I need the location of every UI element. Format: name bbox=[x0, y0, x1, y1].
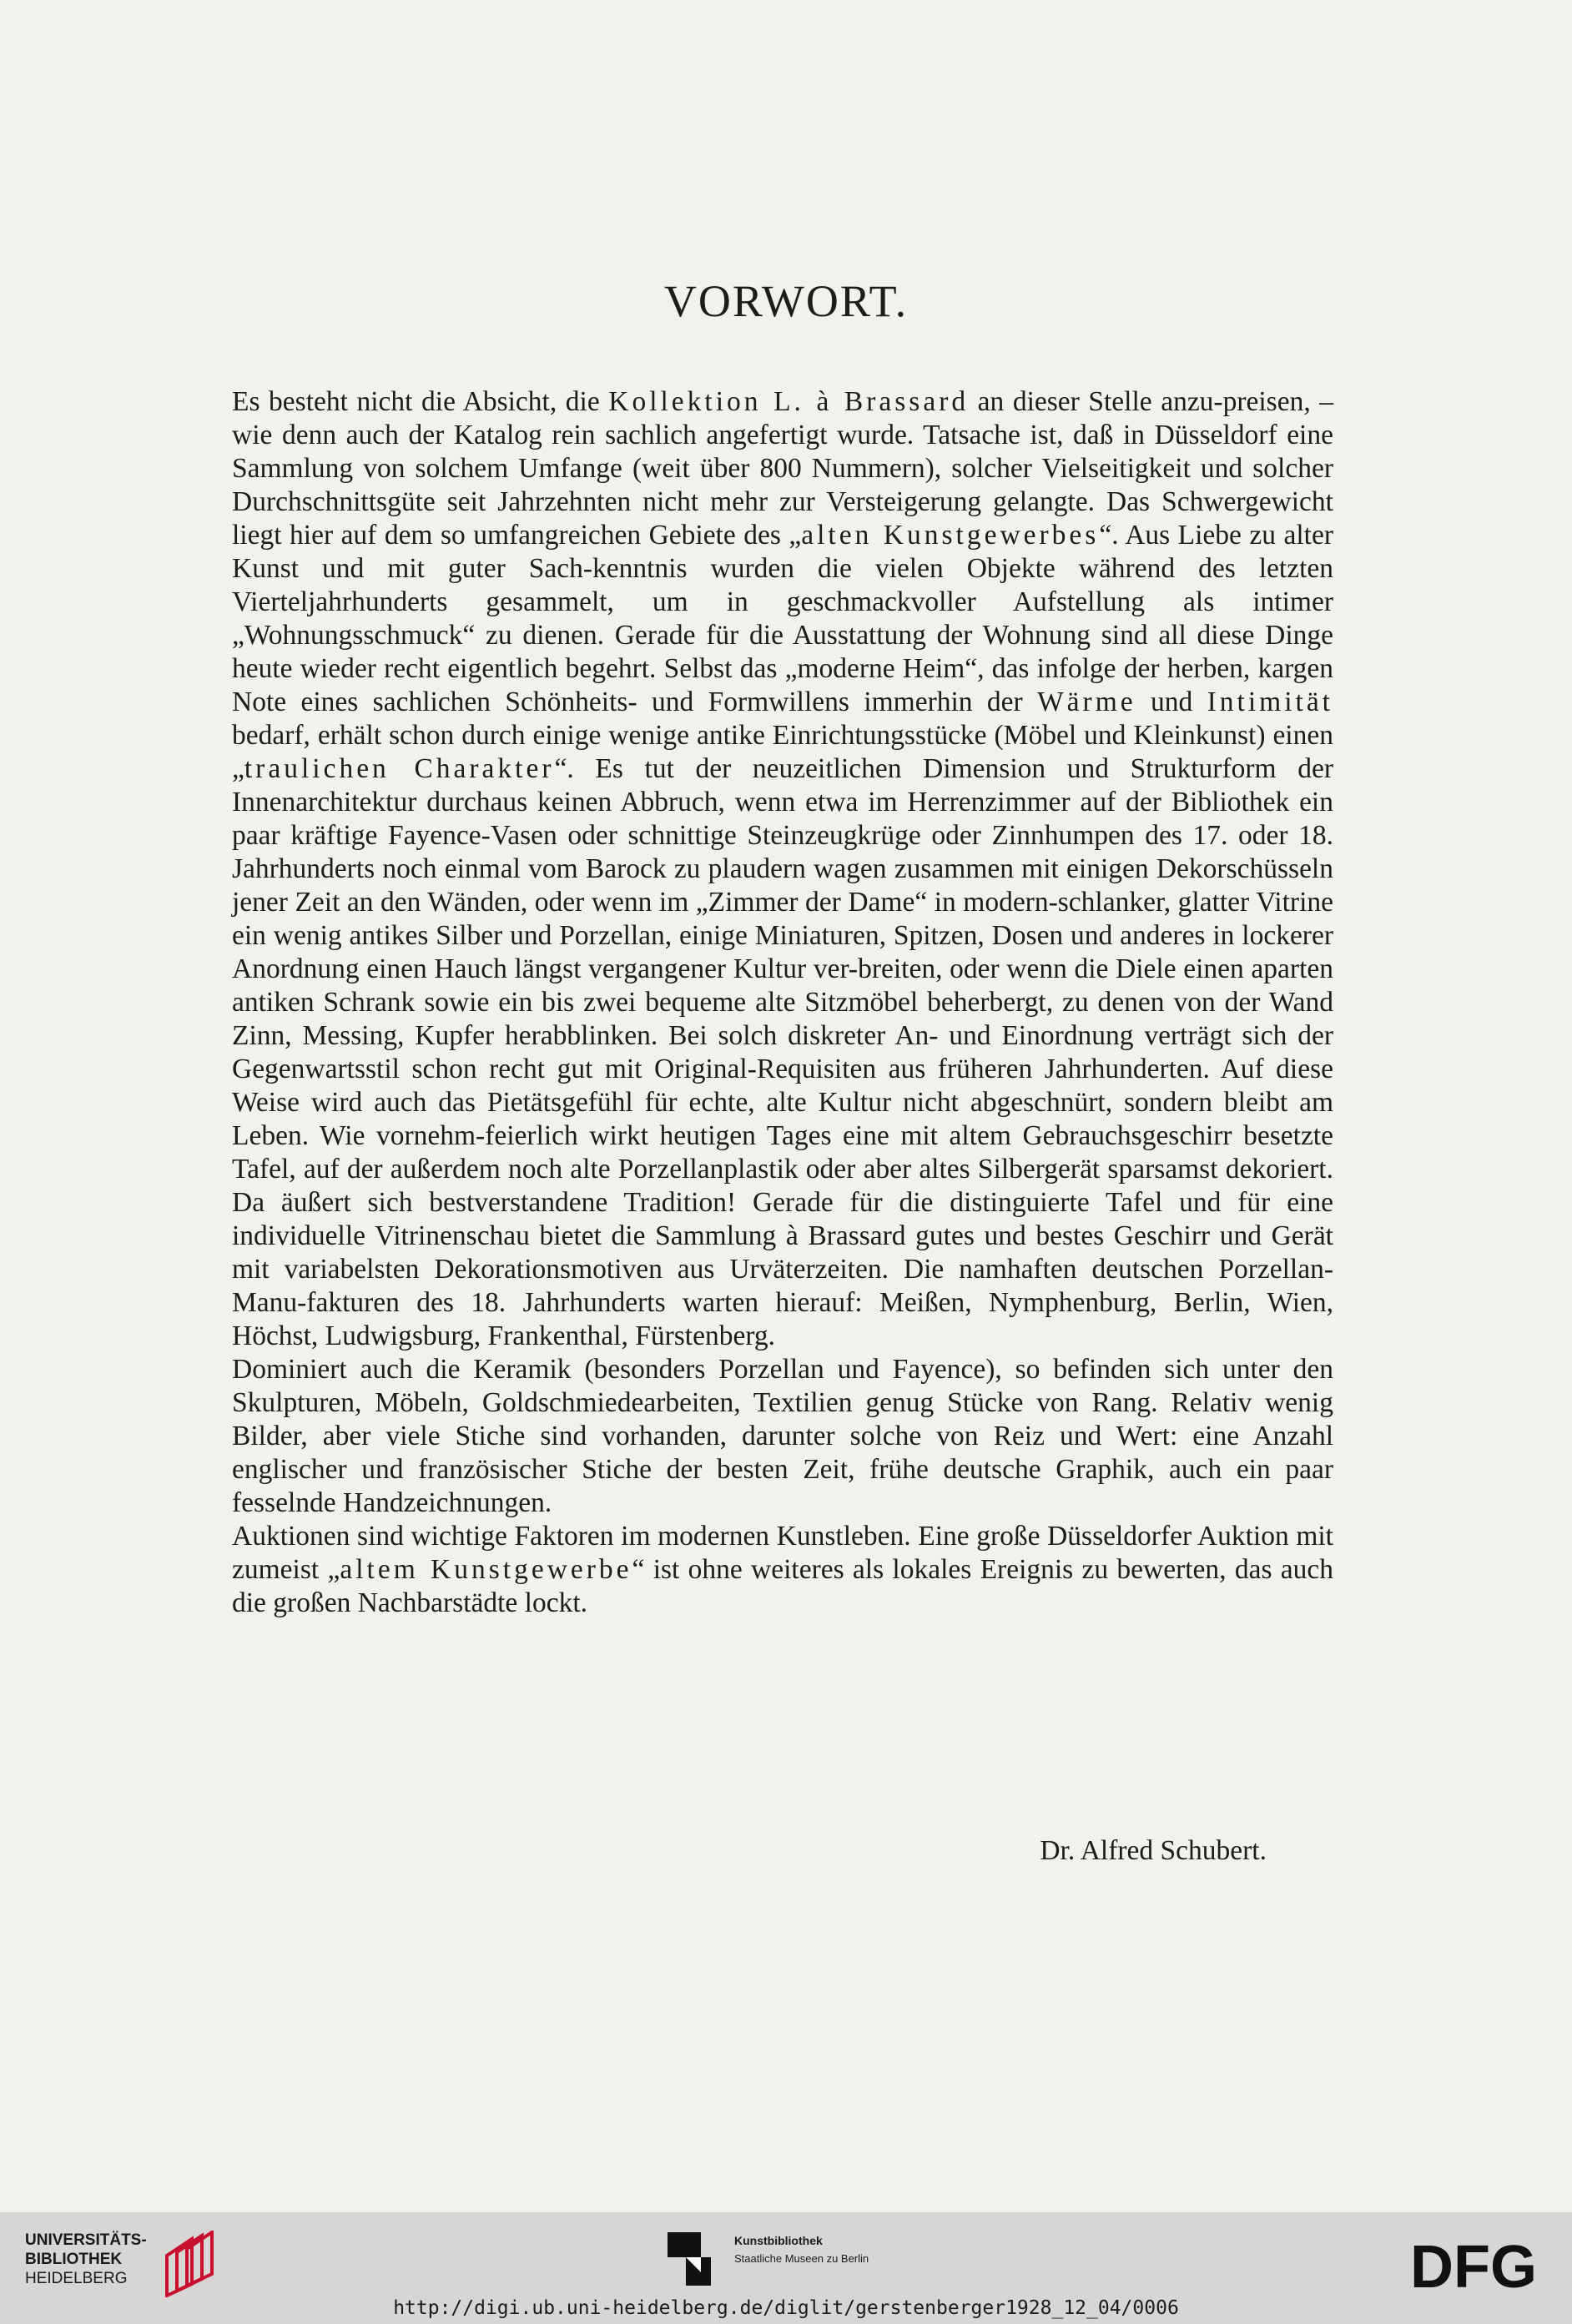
kunstbibliothek-mark-icon bbox=[668, 2232, 723, 2286]
text-run: Auktionen sind wichtige Faktoren im modernen Kunstleben. Eine große Düsseldorfer Auktion mit zumeist „ bbox=[232, 1521, 1333, 1585]
text-run: “ ist ohne weiteres als lokales Ereignis zu bewerten, das auch die großen Nachbarstädte lockt. bbox=[232, 1554, 1333, 1618]
dfg-logo-text: DFG bbox=[1410, 2237, 1537, 2296]
ub-heidelberg-logo[interactable] bbox=[25, 2231, 242, 2306]
page-url-link[interactable]: http://digi.ub.uni-heidelberg.de/diglit/gerstenberger1928_12_04/0006 bbox=[393, 2297, 1179, 2319]
spaced-emphasis: altem Kunstgewerbe bbox=[340, 1554, 632, 1585]
paragraph-1 bbox=[232, 385, 1333, 1353]
digitization-footer bbox=[0, 2212, 1572, 2324]
ub-book-mark-icon bbox=[159, 2231, 242, 2297]
spaced-emphasis: Wärme bbox=[1037, 687, 1136, 717]
dfg-logo[interactable] bbox=[1398, 2237, 1549, 2296]
ub-logo-line-2: BIBLIOTHEK bbox=[25, 2251, 123, 2268]
text-run: bedarf, erhält schon durch einige wenige antike Einrichtungsstücke (Möbel und Kleinkunst) einen „ bbox=[232, 720, 1333, 784]
ub-logo-line-3: HEIDELBERG bbox=[25, 2270, 128, 2287]
author-signature: Dr. Alfred Schubert. bbox=[1040, 1835, 1267, 1866]
spaced-emphasis: Intimität bbox=[1207, 687, 1333, 717]
text-run: und bbox=[1136, 687, 1207, 717]
kunstbibliothek-name: Kunstbibliothek bbox=[734, 2234, 823, 2247]
ub-logo-line-1: UNIVERSITÄTS- bbox=[25, 2231, 147, 2249]
foreword-body bbox=[232, 385, 1333, 1620]
paragraph-2 bbox=[232, 1353, 1333, 1520]
text-run: “. Aus Liebe zu alter Kunst und mit guter Sach-kenntnis wurden die vielen Objekte während des letzten Vierteljahrhunderts gesammelt, um in geschmackvoller Aufstellung als intimer „Wohnungsschmuck“ zu dienen. Gerade für die Ausstattung der Wohnung sind all diese Dinge heute wieder recht eigentlich begehrt. Selbst das „moderne Heim“, das infolge der herben, kargen Note eines sachlichen Schönheits- und Formwillens immerhin der bbox=[232, 520, 1333, 717]
spaced-emphasis: alten Kunstgewerbes bbox=[801, 520, 1100, 551]
text-run: Dominiert auch die Keramik (besonders Porzellan und Fayence), so befinden sich unter den Skulpturen, Möbeln, Goldschmiedearbeiten, Textilien genug Stücke von Rang. Relativ wenig Bilder, aber viele Stiche sind vorhanden, darunter solche von Reiz und Wert: eine Anzahl englischer und französischer Stiche der besten Zeit, frühe deutsche Graphik, auch ein paar fesselnde Handzeichnungen. bbox=[232, 1354, 1333, 1518]
paragraph-3 bbox=[232, 1520, 1333, 1620]
page-title: VORWORT. bbox=[663, 276, 909, 326]
text-run: “. Es tut der neuzeitlichen Dimension und Strukturform der Innenarchitektur durchaus keinen Abbruch, wenn etwa im Herrenzimmer auf der Bibliothek ein paar kräftige Fayence-Vasen oder schnittige Steinzeugkrüge oder Zinnhumpen des 17. oder 18. Jahrhunderts noch einmal vom Barock zu plaudern wagen zusammen mit einigen Dekorschüsseln jener Zeit an den Wänden, oder wenn im „Zimmer der Dame“ in modern-schlanker, glatter Vitrine ein wenig antikes Silber und Porzellan, einige Miniaturen, Spitzen, Dosen und anderes in lockerer Anordnung einen Hauch längst vergangener Kultur ver-breiten, oder wenn die Diele einen aparten antiken Schrank sowie ein bis zwei bequeme alte Sitzmöbel beherbergt, zu denen von der Wand Zinn, Messing, Kupfer herabblinken. Bei solch diskreter An- und Einordnung verträgt sich der Gegenwartsstil schon recht gut mit Original-Requisiten aus früheren Jahrhunderten. Auf diese Weise wird auch das Pietätsgefühl für echte, alte Kultur nicht abgeschnürt, sondern bleibt am Leben. Wie vornehm-feierlich wirkt heutigen Tages eine mit altem Gebrauchsgeschirr besetzte Tafel, auf der außerdem noch alte Porzellanplastik oder aber altes Silbergerät sparsamst dekoriert. Da äußert sich bestverstandene Tradition! Gerade für die distinguierte Tafel und für eine individuelle Vitrinenschau bietet die Sammlung à Brassard gutes und bestes Geschirr und Gerät mit variabelsten Dekorationsmotiven aus Urväterzeiten. Die namhaften deutschen Porzellan-Manu-fakturen des 18. Jahrhunderts warten hierauf: Meißen, Nymphenburg, Berlin, Wien, Höchst, Ludwigsburg, Frankenthal, Fürstenberg. bbox=[232, 753, 1333, 1351]
spaced-emphasis: traulichen Charakter bbox=[244, 753, 555, 784]
text-run: an dieser Stelle anzu-preisen, – wie denn auch der Katalog rein sachlich angefertigt wurde. Tatsache ist, daß in Düsseldorf eine Sammlung von solchem Umfange (weit über 800 Nummern), solcher Vielseitigkeit und solcher Durchschnittsgüte seit Jahrzehnten nicht mehr zur Versteigerung gelangte. Das Schwergewicht liegt hier auf dem so umfangreichen Gebiete des „ bbox=[232, 386, 1333, 551]
spaced-emphasis: Kollektion L. à Brassard bbox=[608, 386, 970, 417]
kunstbibliothek-subtitle: Staatliche Museen zu Berlin bbox=[734, 2252, 869, 2265]
kunstbibliothek-logo[interactable] bbox=[668, 2231, 935, 2289]
text-run: Es besteht nicht die Absicht, die bbox=[232, 386, 609, 417]
